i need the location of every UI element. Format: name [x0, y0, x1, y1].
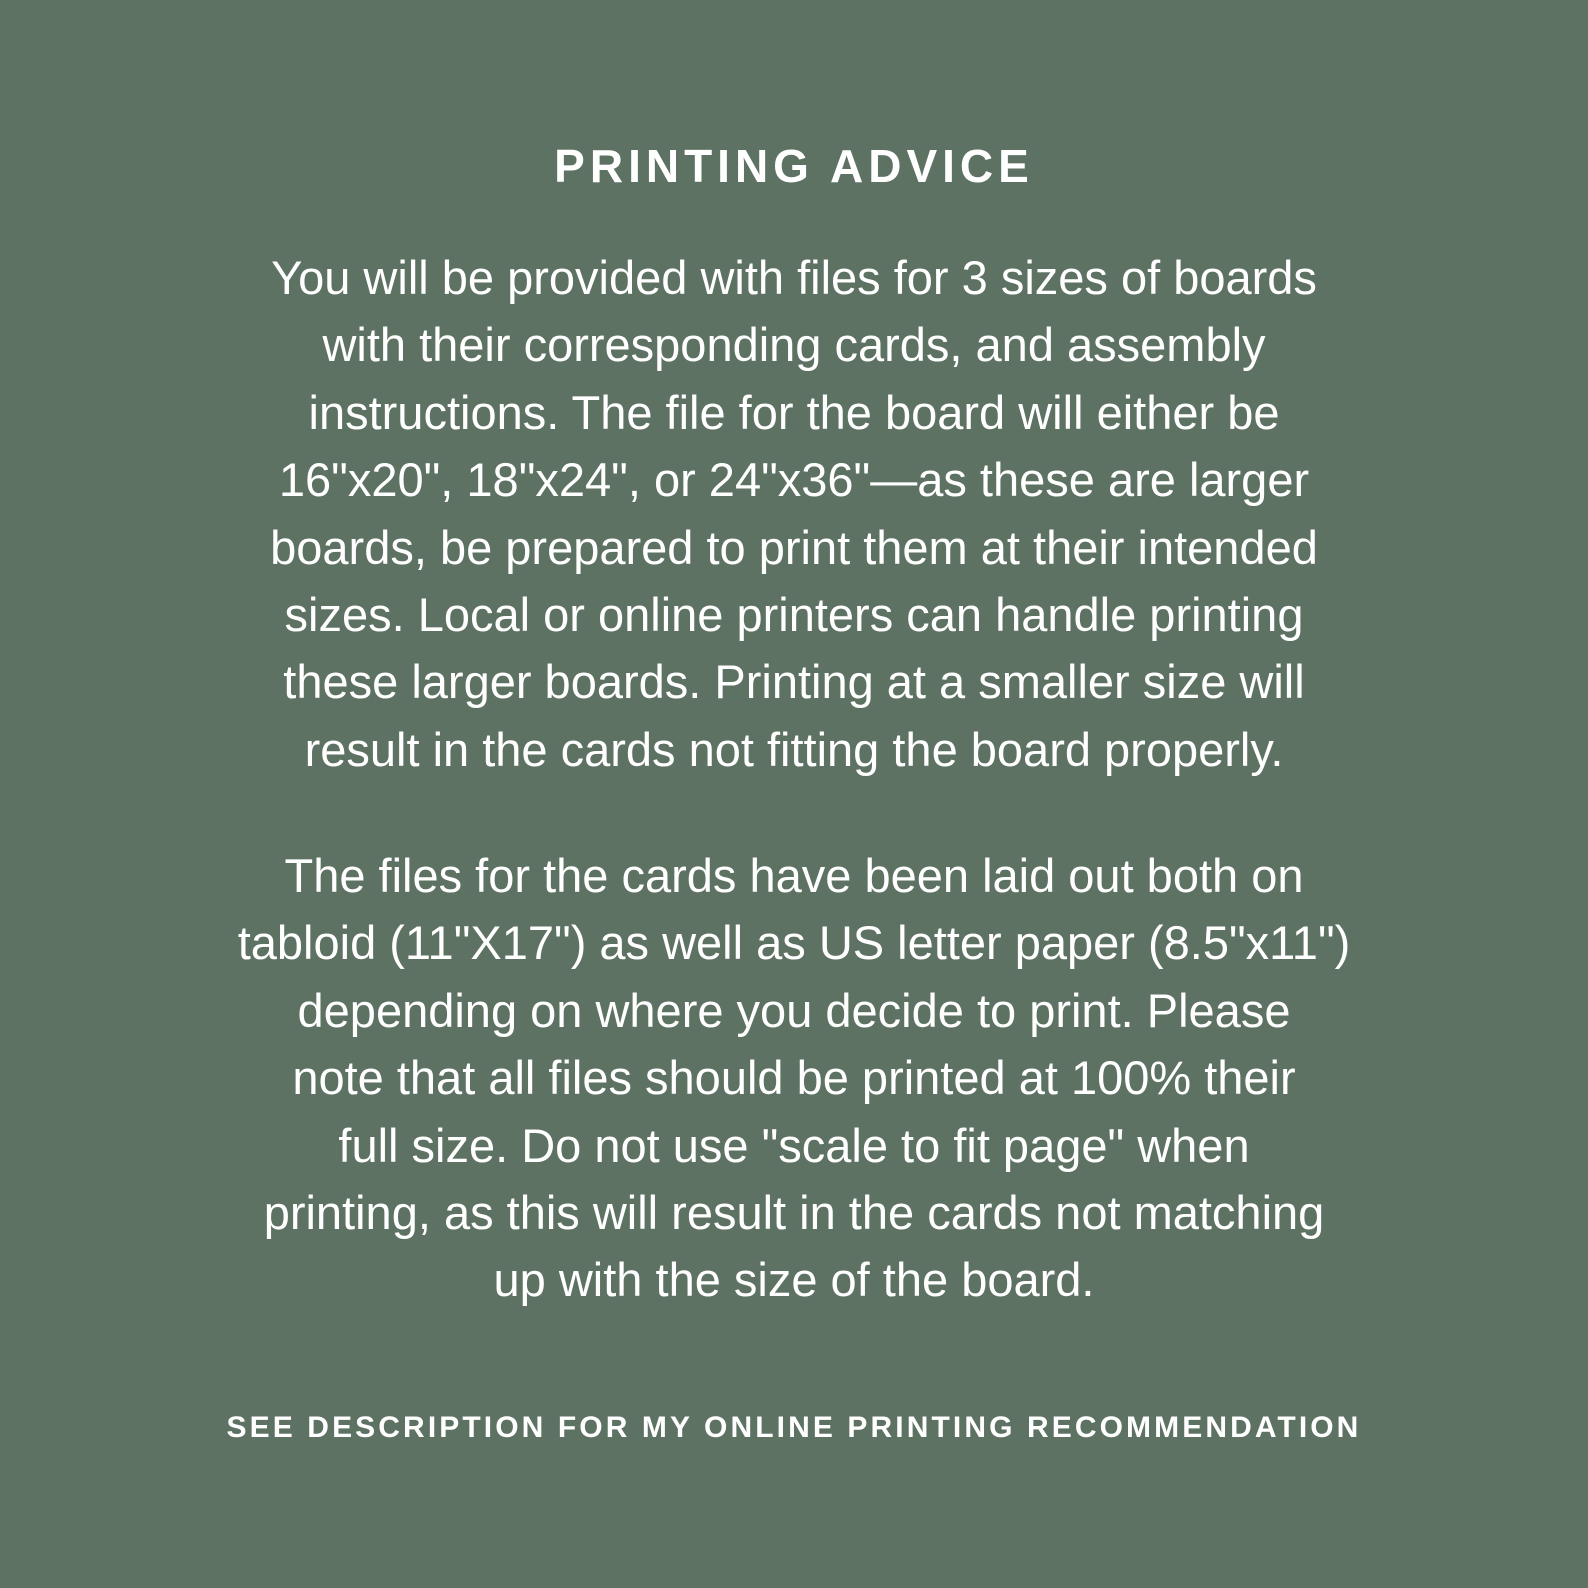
paragraph-line: full size. Do not use "scale to fit page" when — [338, 1118, 1250, 1172]
paragraph-line: boards, be prepared to print them at their intended — [270, 520, 1318, 574]
paragraph-line: note that all files should be printed at 100% their — [292, 1051, 1296, 1105]
paragraph-line: The files for the cards have been laid out both on — [284, 849, 1304, 902]
paragraph-line: up with the size of the board. — [493, 1253, 1095, 1307]
paragraph-board-sizes — [150, 244, 1438, 783]
paragraph-line: these larger boards. Printing at a smaller size will — [283, 655, 1305, 709]
paragraph-line: depending on where you decide to print. Please — [297, 983, 1291, 1037]
paragraph-line: instructions. The file for the board will either be — [308, 385, 1280, 439]
paragraph-line: result in the cards not fitting the board properly. — [304, 722, 1284, 776]
page-title: PRINTING ADVICE — [554, 140, 1034, 192]
paragraph-line: You will be provided with files for 3 sizes of boards — [271, 251, 1317, 304]
paragraph-line: with their corresponding cards, and assembly — [322, 318, 1266, 372]
footer-note: SEE DESCRIPTION FOR MY ONLINE PRINTING RECOMMENDATION — [226, 1411, 1362, 1444]
paragraph-line: sizes. Local or online printers can handle printing — [284, 588, 1304, 642]
paragraph-line: printing, as this will result in the cards not matching — [263, 1186, 1325, 1240]
paragraph-card-files — [150, 842, 1438, 1314]
paragraph-line: 16"x20", 18"x24", or 24"x36"—as these are larger — [278, 453, 1310, 507]
paragraph-line: tabloid (11"X17") as well as US letter paper (8.5"x11") — [237, 916, 1351, 970]
